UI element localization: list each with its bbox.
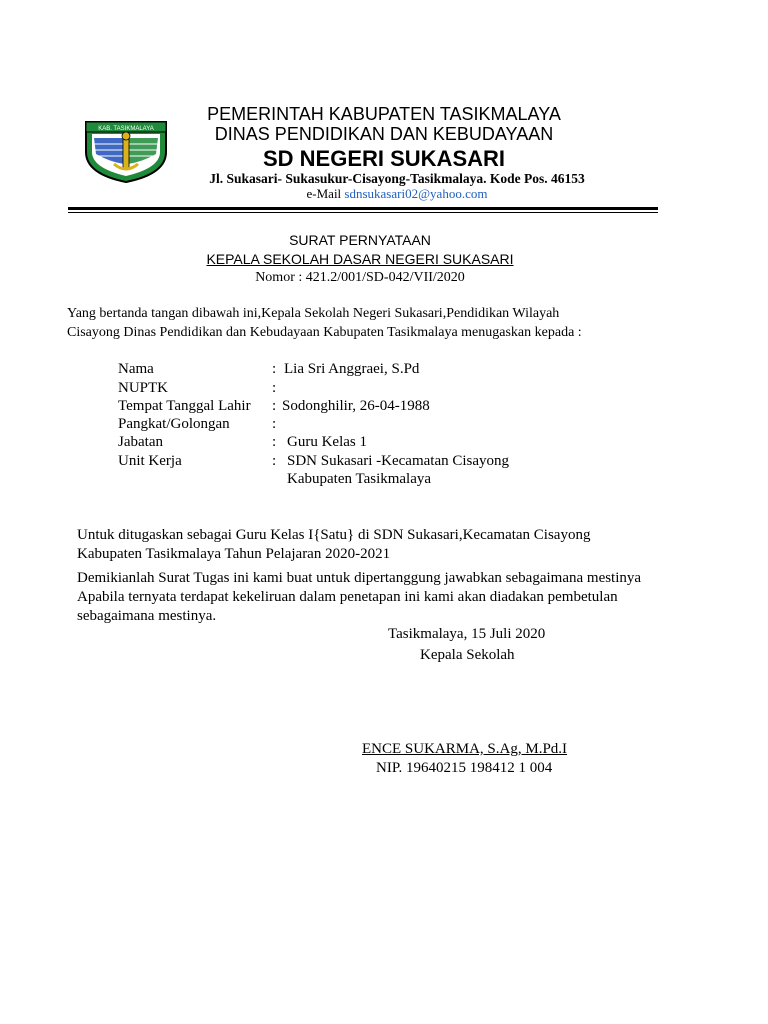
closing-line-3: sebagaimana mestinya. xyxy=(77,608,217,624)
assignment-line-2: Kabupaten Tasikmalaya Tahun Pelajaran 2020-2021 xyxy=(77,546,391,562)
department-line: DINAS PENDIDIKAN DAN KEBUDAYAAN xyxy=(214,124,554,144)
field-colon: : xyxy=(272,453,277,469)
letter-number: Nomor : 421.2/001/SD-042/VII/2020 xyxy=(255,270,465,285)
letter-title: SURAT PERNYATAAN xyxy=(289,232,431,248)
place-date: Tasikmalaya, 15 Juli 2020 xyxy=(388,626,546,642)
field-value-nama: Lia Sri Anggraei, S.Pd xyxy=(284,361,420,377)
field-label-birth: Tempat Tanggal Lahir xyxy=(118,398,251,414)
field-colon: : xyxy=(272,380,277,396)
school-address: Jl. Sukasari- Sukasukur-Cisayong-Tasikmalaya. Kode Pos. 46153 xyxy=(209,171,585,186)
signatory-nip: NIP. 19640215 198412 1 004 xyxy=(376,760,553,776)
closing-line-1: Demikianlah Surat Tugas ini kami buat untuk dipertanggung jawabkan sebagaimana mestinya xyxy=(77,570,642,586)
field-colon: : xyxy=(272,361,277,377)
field-label-nama: Nama xyxy=(118,361,154,377)
field-value-unit-line2: Kabupaten Tasikmalaya xyxy=(287,471,432,487)
field-value-position: Guru Kelas 1 xyxy=(287,434,367,450)
field-value-unit: SDN Sukasari -Kecamatan Cisayong xyxy=(287,453,510,469)
assignment-line-1: Untuk ditugaskan sebagai Guru Kelas I{Satu} di SDN Sukasari,Kecamatan Cisayong xyxy=(77,527,591,543)
field-label-rank: Pangkat/Golongan xyxy=(118,416,230,432)
header-divider-thin xyxy=(68,212,658,213)
field-label-nuptk: NUPTK xyxy=(118,380,169,396)
email-label: e-Mail xyxy=(306,186,342,201)
letter-subtitle: KEPALA SEKOLAH DASAR NEGERI SUKASARI xyxy=(206,251,514,267)
field-label-position: Jabatan xyxy=(118,434,163,450)
closing-line-2: Apabila ternyata terdapat kekeliruan dalam penetapan ini kami akan diadakan pembetulan xyxy=(77,589,618,605)
government-line: PEMERINTAH KABUPATEN TASIKMALAYA xyxy=(207,104,561,124)
email-link[interactable]: sdnsukasari02@yahoo.com xyxy=(344,186,488,201)
intro-line-1: Yang bertanda tangan dibawah ini,Kepala Sekolah Negeri Sukasari,Pendidikan Wilayah xyxy=(67,306,560,321)
field-colon: : xyxy=(272,398,277,414)
logo-text: KAB. TASIKMALAYA xyxy=(98,126,154,132)
header-divider-thick xyxy=(68,207,658,210)
school-name: SD NEGERI SUKASARI xyxy=(262,146,506,171)
field-colon: : xyxy=(272,416,277,432)
email-line xyxy=(0,186,768,202)
field-colon: : xyxy=(272,434,277,450)
field-label-unit: Unit Kerja xyxy=(118,453,182,469)
intro-line-2: Cisayong Dinas Pendidikan dan Kebudayaan Kabupaten Tasikmalaya menugaskan kepada : xyxy=(67,325,582,340)
signatory-position: Kepala Sekolah xyxy=(420,647,515,663)
field-value-birth: Sodonghilir, 26-04-1988 xyxy=(282,398,430,414)
signatory-name: ENCE SUKARMA, S.Ag, M.Pd.I xyxy=(362,741,568,757)
